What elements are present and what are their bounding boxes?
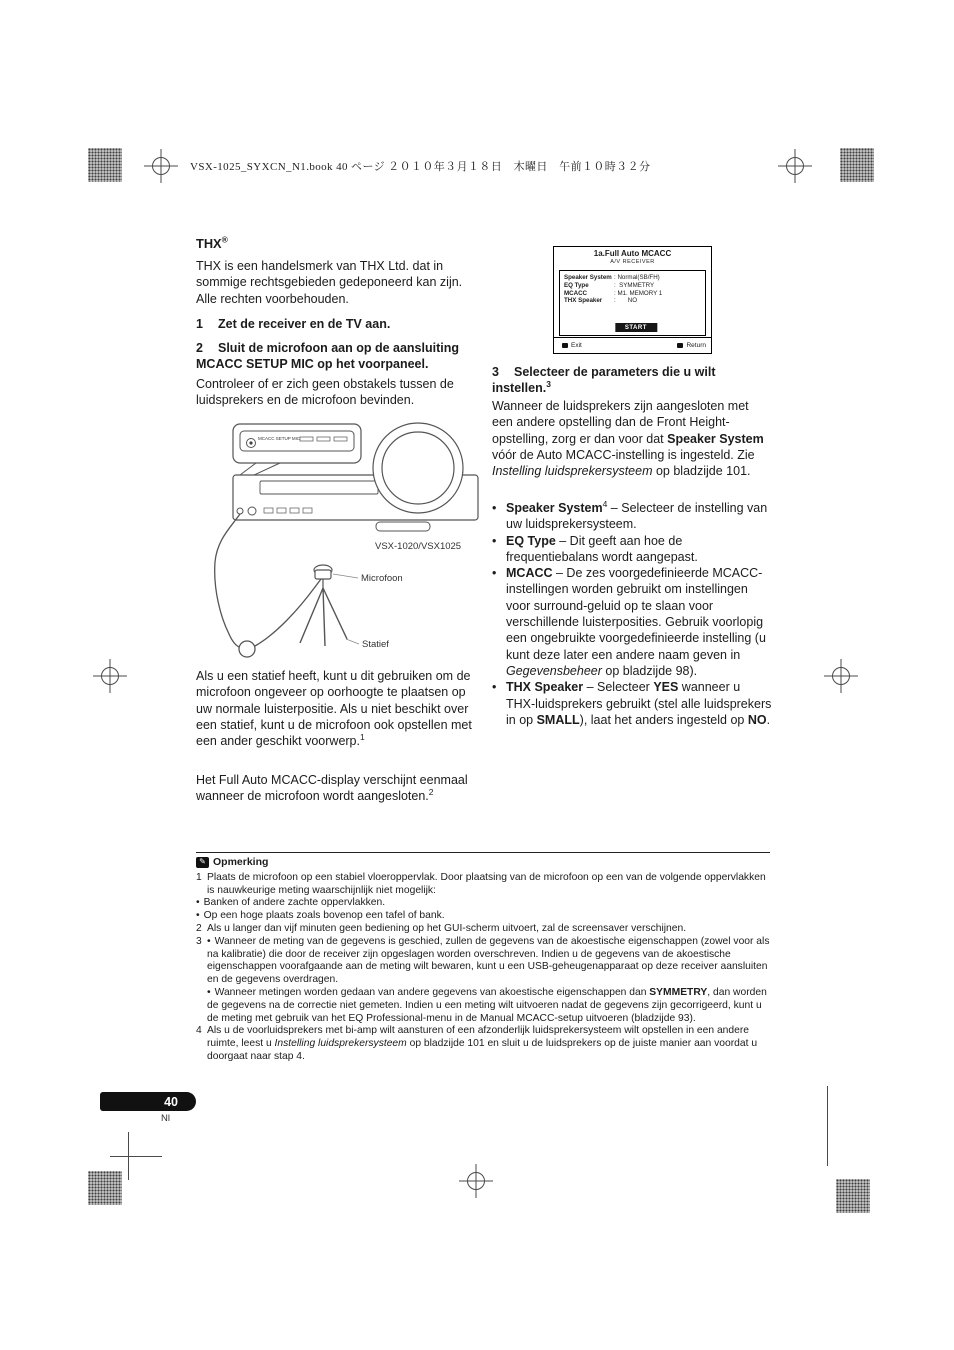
step-title: Selecteer de parameters die u wilt instellen. xyxy=(492,365,716,396)
notes-section xyxy=(196,852,770,1064)
row-label: THX Speaker xyxy=(564,297,603,305)
bullet-icon: • xyxy=(196,897,200,909)
text-segment: Instelling luidsprekersysteem xyxy=(274,1038,407,1050)
screen-bottom-bar xyxy=(554,337,711,353)
screen-subtitle: A/V RECEIVER xyxy=(610,259,655,265)
text-segment: Banken of andere zachte oppervlakken. xyxy=(203,897,386,909)
text-segment: vóór de Auto MCACC-instelling is ingesteld. Zie xyxy=(492,447,755,462)
row-label: MCACC xyxy=(564,289,588,297)
gui-screen-figure xyxy=(553,246,712,354)
text-segment: , dan worden de gegevens na de correctie niet gemeten. Indien u een meting wilt uitvoeren nadat de gegevens zijn gecorrigeerd, kunt u de meting met gebruik van het EQ Professional-menu in de Manual MCACC-setup uitvoeren (bladzijde 93). xyxy=(207,986,767,1024)
row-value: : Normal(SB/FH) xyxy=(614,274,660,281)
text-segment: . xyxy=(766,712,771,727)
registration-mark-icon xyxy=(824,659,858,693)
bullet-eq-type xyxy=(492,533,772,566)
text-segment: YES xyxy=(653,680,679,695)
registration-mark-icon xyxy=(144,149,178,183)
footnote-ref: 2 xyxy=(428,787,434,798)
language-code: Nl xyxy=(161,1113,170,1124)
text-segment: Wanneer de meting van de gegevens is geschied, zullen de gegevens van de akoestische eigenschappen (zowel voor als na kalibratie) die door de receiver zijn opgeslagen worden overschreven. Indien u de gegevens van de akoestische eigenschappen voorafgaande aan de meting wilt bewaren, kunt u een USB-geheugenapparaat op deze receiver aansluiten en de gegevens overdragen. xyxy=(207,935,770,986)
bullet-icon: • xyxy=(492,533,497,548)
exit-key-icon xyxy=(562,343,568,348)
step-number: 1 xyxy=(196,317,203,331)
footnote-1 xyxy=(196,872,770,898)
text-segment: Plaats de microfoon op een stabiel vloeroppervlak. Door plaatsing van de microfoon op een van de volgende oppervlakken is nauwkeurige meting waarschijnlijk niet mogelijk: xyxy=(207,871,766,896)
row-label: Speaker System xyxy=(564,274,612,281)
step-number: 3 xyxy=(492,365,499,379)
footnote-3 xyxy=(196,936,770,987)
footnote-1-sub xyxy=(196,910,770,923)
registration-mark-icon xyxy=(459,1164,493,1198)
text-segment: Speaker System xyxy=(667,431,764,446)
text-segment: Als u de voorluidsprekers met bi-amp wilt aansturen of een afzonderlijk luidsprekersysteem wilt opstellen in een andere ruimte, leest u xyxy=(207,1025,750,1050)
text-segment: EQ Type xyxy=(506,533,556,548)
row-value: : NO xyxy=(614,297,638,305)
thx-heading xyxy=(196,236,228,251)
registered-mark: ® xyxy=(221,234,228,245)
footnote-ref: 3 xyxy=(546,379,551,390)
footnote-ref: 4 xyxy=(602,498,608,509)
step-2-heading xyxy=(196,340,473,373)
start-button: START xyxy=(615,323,657,332)
text-segment: Als u een statief heeft, kunt u dit gebruiken om de microfoon ongeveer op oorhoogte te plaatsen op uw normale luisterpositie. Als u niet beschikt over een statief, kunt u de microfoon ook opstellen met een ander geschikt voorwerp. xyxy=(196,669,472,749)
tripod-label: Statief xyxy=(362,639,389,650)
text-segment: NO xyxy=(747,712,767,727)
footnote-1-sub xyxy=(196,897,770,910)
halftone-mark xyxy=(840,148,874,182)
jack-label: MCACC SETUP MIC xyxy=(258,436,301,441)
step-title: Zet de receiver en de TV aan. xyxy=(218,317,391,331)
row-value: : M1. MEMORY 1 xyxy=(614,289,663,297)
screen-menu xyxy=(559,270,706,336)
screen-row xyxy=(564,290,701,298)
text-segment: Return xyxy=(686,342,706,349)
bullet-icon: • xyxy=(492,680,497,695)
text-segment: wanneer u THX-luidsprekers gebruikt (stel alle luidsprekers in op xyxy=(506,680,772,727)
step-1-heading xyxy=(196,316,473,332)
screen-row xyxy=(564,297,701,305)
text-segment: MCACC xyxy=(506,566,553,581)
note-title: Opmerking xyxy=(213,856,269,868)
footnote-2 xyxy=(196,923,770,936)
row-value: : SYMMETRY xyxy=(614,281,655,289)
footnote-4 xyxy=(196,1025,770,1063)
text-segment: Gegevensbeheer xyxy=(506,663,602,678)
display-paragraph xyxy=(196,772,473,805)
return-key-icon xyxy=(677,343,683,348)
text-segment: Het Full Auto MCACC-display verschijnt eenmaal wanneer de microfoon wordt aangesloten. xyxy=(196,773,468,804)
bullet-icon: • xyxy=(207,986,211,998)
footnote-3-sub xyxy=(196,987,770,1025)
model-label: VSX-1020/VSX1025 xyxy=(375,541,462,552)
footnote-ref: 1 xyxy=(359,732,365,743)
footnote-number: 2 xyxy=(196,922,202,934)
text-segment: op bladzijde 101. xyxy=(652,464,751,479)
print-header: VSX-1025_SYXCN_N1.book 40 ページ ２０１０年３月１８日 木曜日 午前１０時３２分 xyxy=(190,161,651,173)
bullet-mcacc xyxy=(492,565,772,679)
registration-mark-icon xyxy=(93,659,127,693)
text-segment: Instelling luidsprekersysteem xyxy=(492,464,653,479)
return-label xyxy=(674,342,706,349)
thx-paragraph: THX is een handelsmerk van THX Ltd. dat in sommige rechtsgebieden gedeponeerd kan zijn. Alle rechten voorbehouden. xyxy=(196,259,463,306)
page-number-badge xyxy=(100,1092,196,1111)
page-number: 40 xyxy=(164,1094,178,1109)
text-segment: – De zes voorgedefinieerde MCACC-instellingen worden gebruikt om instellingen voor surround-geluid op te slaan voor verschillende luisterposities. Gebruik voorlopig een ongebruikte voorgedefinieerde instelling (u kunt deze later een andere naam geven in xyxy=(506,566,766,662)
text-segment: THX xyxy=(196,236,222,251)
microphone-label: Microfoon xyxy=(361,573,403,584)
footnote-number: 3 xyxy=(196,935,202,947)
text-segment: Exit xyxy=(571,342,582,349)
bullet-icon: • xyxy=(492,501,497,515)
footnote-number: 4 xyxy=(196,1025,202,1037)
bullet-icon: • xyxy=(207,935,211,947)
text-segment: SYMMETRY xyxy=(649,986,708,998)
step-3-intro xyxy=(492,398,770,479)
text-segment: SMALL xyxy=(536,712,580,727)
bullet-icon: • xyxy=(196,910,200,922)
step-title: Sluit de microfoon aan op de aansluiting MCACC SETUP MIC op het voorpaneel. xyxy=(196,341,459,372)
bullet-speaker-system xyxy=(492,500,772,533)
tripod-paragraph xyxy=(196,668,473,749)
halftone-mark xyxy=(836,1179,870,1213)
text-segment: Op een hoge plaats zoals bovenop een tafel of bank. xyxy=(203,910,445,922)
step-2-body: Controleer of er zich geen obstakels tussen de luidsprekers en de microfoon bevinden. xyxy=(196,377,454,408)
text-segment: Wanneer metingen worden gedaan van andere gegevens van akoestische eigenschappen dan xyxy=(214,986,650,998)
note-icon: ✎ xyxy=(196,857,209,868)
trim-mark xyxy=(827,1086,828,1166)
registration-mark-icon xyxy=(778,149,812,183)
setup-illustration xyxy=(196,418,488,670)
exit-label xyxy=(559,342,582,349)
trim-mark xyxy=(110,1156,162,1157)
screen-title: 1a.Full Auto MCACC xyxy=(593,249,672,258)
text-segment: Als u langer dan vijf minuten geen bediening op het GUI-scherm uitvoert, zal de screensaver verschijnen. xyxy=(207,922,687,934)
text-segment: THX Speaker xyxy=(506,680,584,695)
halftone-mark xyxy=(88,148,122,182)
text-segment: – Selecteer xyxy=(583,680,654,695)
bullet-icon: • xyxy=(492,566,497,581)
row-label: EQ Type xyxy=(564,281,589,289)
step-number: 2 xyxy=(196,341,203,355)
text-segment: ), laat het anders ingesteld op xyxy=(579,712,748,727)
text-segment: op bladzijde 101 en sluit u de luidsprekers op de juiste manier aan voordat u doorgaat naar stap 4. xyxy=(207,1038,758,1062)
text-segment: Speaker System xyxy=(506,501,603,515)
footnote-number: 1 xyxy=(196,871,202,883)
parameter-bullets xyxy=(492,500,772,728)
screen-row xyxy=(564,274,701,282)
halftone-mark xyxy=(88,1171,122,1205)
text-segment: Wanneer de luidsprekers zijn aangesloten met een andere opstelling dan de Front Height-opstelling, zorg er dan voor dat xyxy=(492,399,749,446)
bullet-thx-speaker xyxy=(492,679,772,728)
screen-row xyxy=(564,282,701,290)
text-segment: – Dit geeft aan hoe de frequentiebalans wordt aangepast. xyxy=(506,533,698,564)
text-segment: – Selecteer de instelling van uw luidsprekersysteem. xyxy=(506,501,768,532)
note-header xyxy=(196,856,770,869)
text-segment: op bladzijde 98). xyxy=(601,663,698,678)
step-3-heading xyxy=(492,364,770,397)
